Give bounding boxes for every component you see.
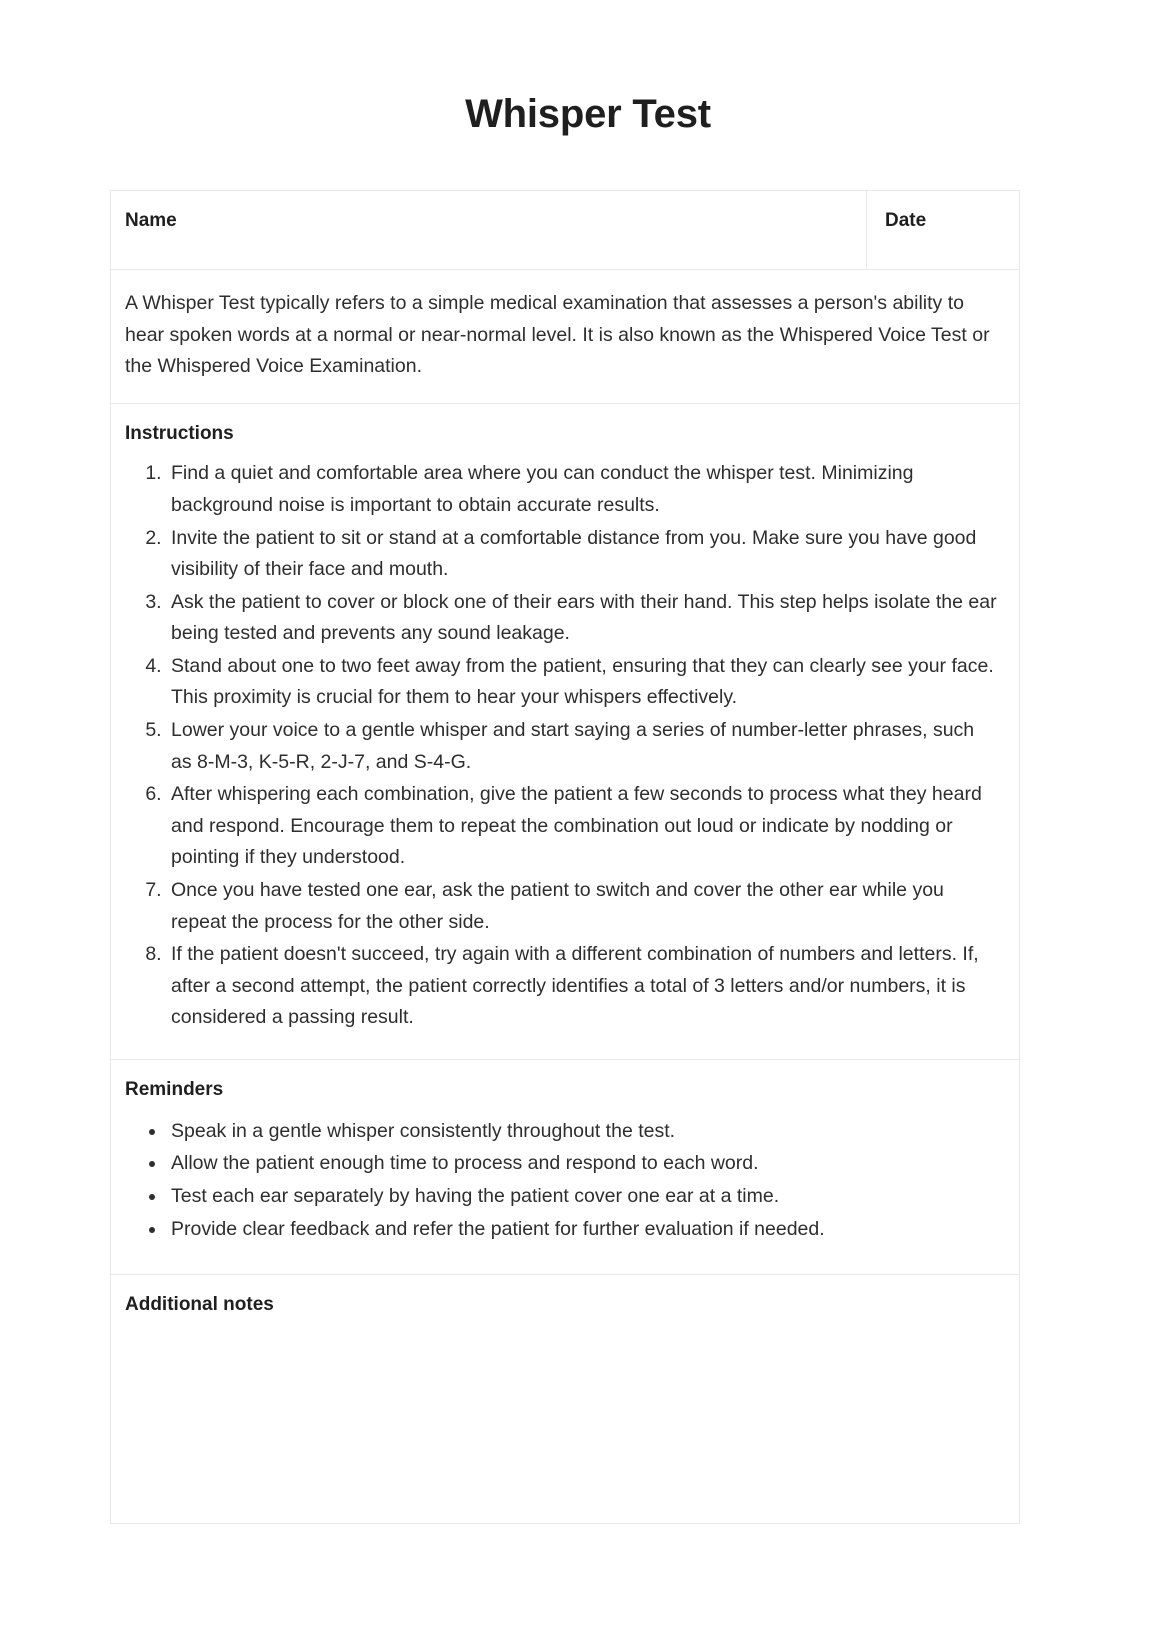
intro-section: [111, 270, 1019, 404]
name-field-cell[interactable]: [111, 191, 867, 269]
intro-paragraph: A Whisper Test typically refers to a simple medical examination that assesses a person's ability to hear spoken words at a normal or near-normal level. It is also known as the Whispered Voice Test or the Whispered Voice Examination.: [125, 292, 990, 378]
additional-notes-section: [111, 1275, 1019, 1523]
date-field-cell[interactable]: [867, 191, 1019, 269]
instruction-item: 8. If the patient doesn't succeed, try again with a different combination of numbers and letters. If, after a second attempt, the patient correctly identifies a total of 3 letters and/or numbers, it is considered a passing result.: [167, 939, 999, 1034]
additional-notes-heading: Additional notes: [125, 1293, 274, 1315]
instruction-item: 3. Ask the patient to cover or block one of their ears with their hand. This step helps isolate the ear being tested and prevents any sound leakage.: [167, 587, 999, 650]
instruction-item: 6. After whispering each combination, give the patient a few seconds to process what they heard and respond. Encourage them to repeat the combination out loud or indicate by nodding or pointing if they understood.: [167, 779, 999, 874]
reminder-item: • Provide clear feedback and refer the patient for further evaluation if needed.: [167, 1213, 999, 1246]
instruction-item: 2. Invite the patient to sit or stand at a comfortable distance from you. Make sure you have good visibility of their face and mouth.: [167, 523, 999, 586]
reminder-item: • Allow the patient enough time to process and respond to each word.: [167, 1147, 999, 1180]
page-title: Whisper Test: [465, 92, 711, 136]
name-label: Name: [125, 210, 177, 231]
name-date-row: [111, 191, 1019, 270]
instructions-heading: Instructions: [125, 422, 234, 444]
whisper-test-form: [110, 190, 1020, 1524]
reminders-list: [125, 1115, 999, 1246]
instruction-item: 4. Stand about one to two feet away from the patient, ensuring that they can clearly see your face. This proximity is crucial for them to hear your whispers effectively.: [167, 651, 999, 714]
reminders-heading: Reminders: [125, 1078, 224, 1100]
instructions-list: [125, 458, 999, 1033]
additional-notes-input[interactable]: [125, 1329, 999, 1519]
instruction-item: 5. Lower your voice to a gentle whisper and start saying a series of number-letter phrases, such as 8-M-3, K-5-R, 2-J-7, and S-4-G.: [167, 715, 999, 778]
reminder-item: • Test each ear separately by having the patient cover one ear at a time.: [167, 1180, 999, 1213]
reminders-section: [111, 1060, 1019, 1275]
reminder-item: • Speak in a gentle whisper consistently throughout the test.: [167, 1115, 999, 1148]
instructions-section: [111, 404, 1019, 1060]
instruction-item: 1. Find a quiet and comfortable area where you can conduct the whisper test. Minimizing background noise is important to obtain accurate results.: [167, 458, 999, 521]
date-label: Date: [885, 210, 927, 231]
instruction-item: 7. Once you have tested one ear, ask the patient to switch and cover the other ear while you repeat the process for the other side.: [167, 875, 999, 938]
